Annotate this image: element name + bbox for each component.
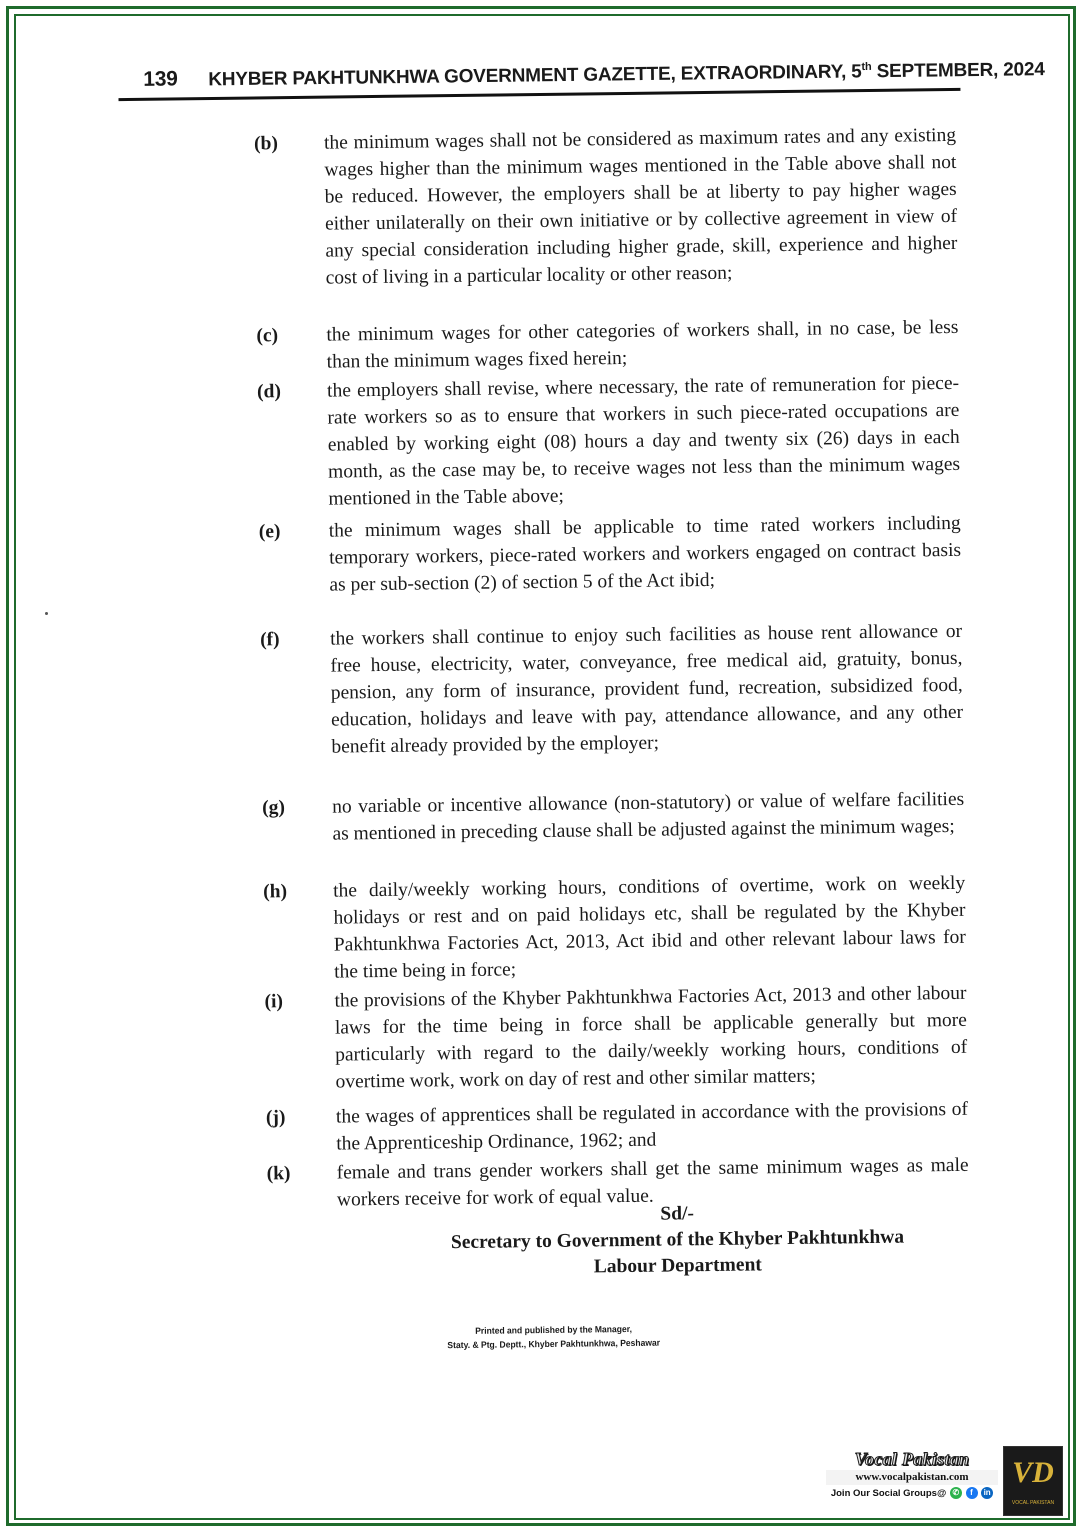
watermark-join xyxy=(826,1485,998,1503)
clause-g xyxy=(127,786,969,845)
vocal-pakistan-logo xyxy=(1003,1446,1063,1516)
watermark-name: Vocal Pakistan xyxy=(854,1449,970,1469)
gazette-header xyxy=(118,54,1045,101)
clause-c xyxy=(121,314,963,373)
scan-speck xyxy=(45,612,48,615)
clause-marker: (e) xyxy=(258,521,281,543)
clause-text: the employers shall revise, where necessary, the rate of remuneration for piece-rate workers so as to ensure that workers in such piece-rated occupations are enabled by working eight (08) hours a day and twenty six (26) days in each month, as the case may be, to receive wages not less than the minimum wages mentioned in the Table above; xyxy=(326,372,961,510)
logo-monogram: VD xyxy=(1012,1456,1054,1489)
clause-text: female and trans gender workers shall get the same minimum wages as male workers receive for work of equal value. xyxy=(336,1154,969,1211)
signature-title: Secretary to Government of the Khyber Pakhtunkhwa xyxy=(450,1226,905,1254)
vocal-pakistan-watermark xyxy=(826,1448,998,1518)
clause-marker: (d) xyxy=(256,381,282,403)
gazette-title xyxy=(208,59,1045,92)
clause-text: the minimum wages shall be applicable to time rated workers including temporary workers, piece-rated workers and workers engaged on contract basis as per sub-section (2) of section 5 of the Act ibid; xyxy=(328,512,962,596)
clause-text: the minimum wages shall not be considered as maximum rates and any existing wages higher than the minimum wages mentioned in the Table above shall not be reduced. However, the employers shall be at liberty to pay higher wages either unilaterally on their own initiative or by collective agreement in view of any special consideration including higher grade, skill, experience and higher cost of living in a particular locality or other reason; xyxy=(323,124,958,289)
clause-f xyxy=(125,618,967,758)
clause-text: no variable or incentive allowance (non-statutory) or value of welfare facilities as mentioned in preceding clause shall be adjusted against the minimum wages; xyxy=(332,788,965,845)
clause-marker: (i) xyxy=(264,991,284,1013)
clause-text: the provisions of the Khyber Pakhtunkhwa Factories Act, 2013 and other labour laws for the time being in force shall be applicable generally but more particularly with regard to the daily/weekly working hours, conditions of overtime work, work on day of rest and other similar matters; xyxy=(334,982,968,1093)
clause-text: the minimum wages for other categories of workers shall, in no case, be less than the minimum wages fixed herein; xyxy=(326,316,959,373)
printer-imprint xyxy=(411,1321,696,1352)
clause-b xyxy=(119,122,961,289)
signature-sd: Sd/- xyxy=(660,1203,695,1225)
facebook-icon[interactable]: f xyxy=(966,1487,978,1499)
gazette-title-text: KHYBER PAKHTUNKHWA GOVERNMENT GAZETTE, EXTRAORDINARY, 5 xyxy=(208,61,862,91)
signature-block xyxy=(392,1198,963,1283)
gazette-title-date: SEPTEMBER, 2024 xyxy=(871,59,1045,83)
gazette-title-sup: th xyxy=(861,60,872,74)
watermark-url[interactable]: www.vocalpakistan.com xyxy=(826,1470,998,1485)
clause-marker: (b) xyxy=(253,133,279,155)
clause-marker: (j) xyxy=(265,1107,286,1129)
clause-e xyxy=(124,510,966,596)
clause-text: the workers shall continue to enjoy such facilities as house rent allowance or free house, electricity, water, conveyance, free medical aid, gratuity, bonus, pension, any form of insurance, provident fund, recreation, subsidized food, education, holidays and leave with pay, attendance allowance, and any other benefit already provided by the employer; xyxy=(329,620,964,758)
clause-marker: (g) xyxy=(262,797,286,819)
page-number: 139 xyxy=(143,67,178,91)
printer-line-1: Printed and published by the Manager, xyxy=(475,1323,633,1336)
clause-marker: (c) xyxy=(256,325,279,347)
clause-text: the wages of apprentices shall be regulated in accordance with the provisions of the Apprenticeship Ordinance, 1962; and xyxy=(335,1098,969,1155)
printer-line-2: Staty. & Ptg. Deptt., Khyber Pakhtunkhwa, Peshawar xyxy=(447,1337,661,1351)
gazette-page xyxy=(118,50,1045,1380)
logo-subtitle: VOCAL PAKISTAN xyxy=(1011,1500,1055,1506)
watermark-join-text: Join Our Social Groups@ xyxy=(830,1488,947,1499)
whatsapp-icon[interactable]: ✆ xyxy=(950,1487,962,1499)
clause-marker: (f) xyxy=(259,629,280,651)
linkedin-icon[interactable]: in xyxy=(981,1487,993,1499)
signature-department: Labour Department xyxy=(593,1254,762,1278)
clause-marker: (k) xyxy=(266,1163,291,1185)
clause-j xyxy=(131,1096,973,1155)
clause-h xyxy=(128,870,970,983)
clause-text: the daily/weekly working hours, conditions of overtime, work on weekly holidays or rest and on paid holidays etc, shall be regulated by the Khyber Pakhtunkhwa Factories Act, 2013, Act ibid and other relevant labour laws for the time being in force; xyxy=(333,872,966,983)
clause-marker: (h) xyxy=(263,881,288,903)
